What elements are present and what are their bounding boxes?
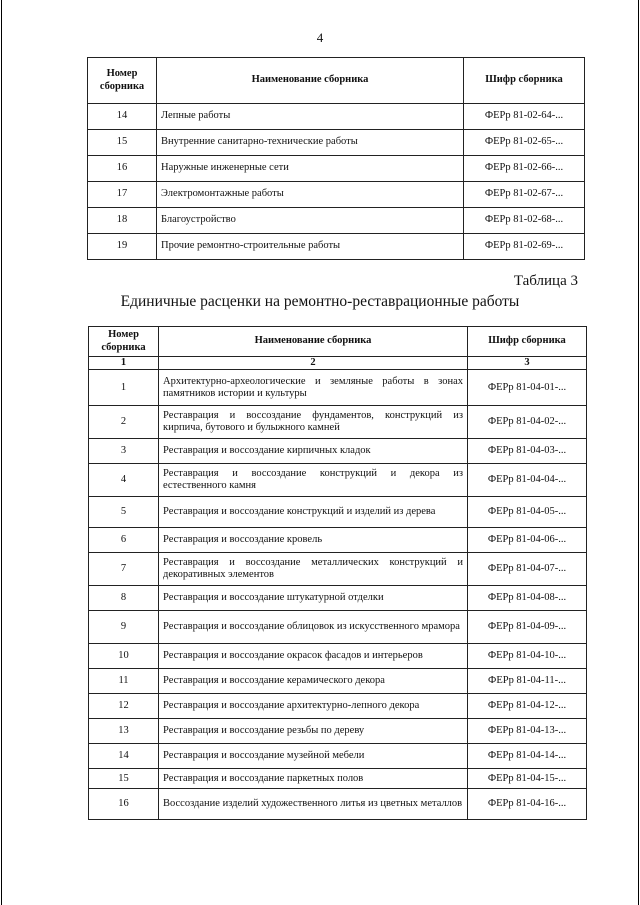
header-number: Номер сборника — [89, 327, 159, 357]
row-number: 18 — [88, 208, 157, 234]
row-code: ФЕРр 81-04-01-... — [468, 370, 587, 406]
table-row — [89, 586, 587, 611]
row-number: 1 — [89, 370, 159, 406]
row-code: ФЕРр 81-04-06-... — [468, 528, 587, 553]
row-number: 10 — [89, 644, 159, 669]
row-number: 7 — [89, 553, 159, 586]
row-name: Лепные работы — [157, 104, 464, 130]
row-name: Электромонтажные работы — [157, 182, 464, 208]
table-row — [89, 464, 587, 497]
row-name: Реставрация и воссоздание облицовок из искусственного мрамора — [159, 611, 468, 644]
row-number: 16 — [89, 789, 159, 820]
row-code: ФЕРр 81-02-66-... — [464, 156, 585, 182]
row-code: ФЕРр 81-04-15-... — [468, 769, 587, 789]
row-code: ФЕРр 81-04-03-... — [468, 439, 587, 464]
row-number: 14 — [89, 744, 159, 769]
row-name: Реставрация и воссоздание конструкций и декора из естественного камня — [159, 464, 468, 497]
table-row — [89, 439, 587, 464]
row-name: Реставрация и воссоздание окрасок фасадов и интерьеров — [159, 644, 468, 669]
table-row — [88, 234, 585, 260]
table-row — [89, 406, 587, 439]
header-name: Наименование сборника — [159, 327, 468, 357]
row-code: ФЕРр 81-04-11-... — [468, 669, 587, 694]
row-number: 2 — [89, 406, 159, 439]
header-code: Шифр сборника — [464, 58, 585, 104]
row-number: 14 — [88, 104, 157, 130]
table-1 — [87, 57, 585, 260]
row-name: Реставрация и воссоздание архитектурно-лепного декора — [159, 694, 468, 719]
row-number: 15 — [88, 130, 157, 156]
row-name: Прочие ремонтно-строительные работы — [157, 234, 464, 260]
row-code: ФЕРр 81-04-14-... — [468, 744, 587, 769]
row-code: ФЕРр 81-04-10-... — [468, 644, 587, 669]
table-row — [89, 669, 587, 694]
table-2-body — [89, 370, 587, 820]
row-name: Реставрация и воссоздание конструкций и изделий из дерева — [159, 497, 468, 528]
row-number: 6 — [89, 528, 159, 553]
table-row — [89, 553, 587, 586]
row-name: Реставрация и воссоздание музейной мебели — [159, 744, 468, 769]
table-row — [89, 528, 587, 553]
row-code: ФЕРр 81-04-08-... — [468, 586, 587, 611]
row-name: Внутренние санитарно-технические работы — [157, 130, 464, 156]
row-number: 8 — [89, 586, 159, 611]
header-code: Шифр сборника — [468, 327, 587, 357]
row-name: Реставрация и воссоздание керамического декора — [159, 669, 468, 694]
table-caption: Единичные расценки на ремонтно-реставрационные работы — [120, 293, 520, 310]
row-name: Благоустройство — [157, 208, 464, 234]
row-code: ФЕРр 81-02-64-... — [464, 104, 585, 130]
row-number: 19 — [88, 234, 157, 260]
header-name: Наименование сборника — [157, 58, 464, 104]
row-code: ФЕРр 81-04-05-... — [468, 497, 587, 528]
row-code: ФЕРр 81-04-02-... — [468, 406, 587, 439]
row-number: 16 — [88, 156, 157, 182]
table-row — [89, 497, 587, 528]
row-number: 9 — [89, 611, 159, 644]
row-number: 12 — [89, 694, 159, 719]
row-name: Реставрация и воссоздание кирпичных кладок — [159, 439, 468, 464]
row-number: 15 — [89, 769, 159, 789]
right-edge-line — [638, 0, 639, 905]
row-code: ФЕРр 81-04-07-... — [468, 553, 587, 586]
row-name: Наружные инженерные сети — [157, 156, 464, 182]
table-row — [89, 719, 587, 744]
row-code: ФЕРр 81-04-13-... — [468, 719, 587, 744]
row-name: Реставрация и воссоздание металлических конструкций и декоративных элементов — [159, 553, 468, 586]
row-name: Реставрация и воссоздание паркетных полов — [159, 769, 468, 789]
table-row — [88, 156, 585, 182]
row-code: ФЕРр 81-04-16-... — [468, 789, 587, 820]
table-1-body — [88, 104, 585, 260]
table-row — [88, 182, 585, 208]
row-number: 4 — [89, 464, 159, 497]
column-index: 3 — [468, 357, 587, 370]
column-index: 2 — [159, 357, 468, 370]
header-number: Номер сборника — [88, 58, 157, 104]
table-row — [89, 611, 587, 644]
row-number: 5 — [89, 497, 159, 528]
row-code: ФЕРр 81-02-67-... — [464, 182, 585, 208]
table-row — [89, 370, 587, 406]
left-edge-line — [1, 0, 2, 905]
row-number: 11 — [89, 669, 159, 694]
row-name: Реставрация и воссоздание штукатурной отделки — [159, 586, 468, 611]
row-number: 17 — [88, 182, 157, 208]
column-index-row — [89, 357, 587, 370]
row-name: Реставрация и воссоздание кровель — [159, 528, 468, 553]
row-code: ФЕРр 81-04-04-... — [468, 464, 587, 497]
row-number: 13 — [89, 719, 159, 744]
column-index: 1 — [89, 357, 159, 370]
table-row — [89, 769, 587, 789]
table-row — [89, 644, 587, 669]
row-code: ФЕРр 81-04-12-... — [468, 694, 587, 719]
row-code: ФЕРр 81-04-09-... — [468, 611, 587, 644]
row-code: ФЕРр 81-02-69-... — [464, 234, 585, 260]
table-row — [89, 789, 587, 820]
table-row — [88, 208, 585, 234]
table-row — [89, 694, 587, 719]
row-code: ФЕРр 81-02-65-... — [464, 130, 585, 156]
page-number: 4 — [316, 30, 324, 45]
row-name: Реставрация и воссоздание фундаментов, конструкций из кирпича, бутового и булыжного камней — [159, 406, 468, 439]
row-name: Реставрация и воссоздание резьбы по дереву — [159, 719, 468, 744]
table-row — [88, 104, 585, 130]
table-2 — [88, 326, 587, 820]
row-code: ФЕРр 81-02-68-... — [464, 208, 585, 234]
table-label: Таблица 3 — [513, 273, 578, 289]
table-row — [88, 130, 585, 156]
row-number: 3 — [89, 439, 159, 464]
table-row — [89, 744, 587, 769]
row-name: Воссоздание изделий художественного литья из цветных металлов — [159, 789, 468, 820]
row-name: Архитектурно-археологические и земляные работы в зонах памятников истории и культуры — [159, 370, 468, 406]
